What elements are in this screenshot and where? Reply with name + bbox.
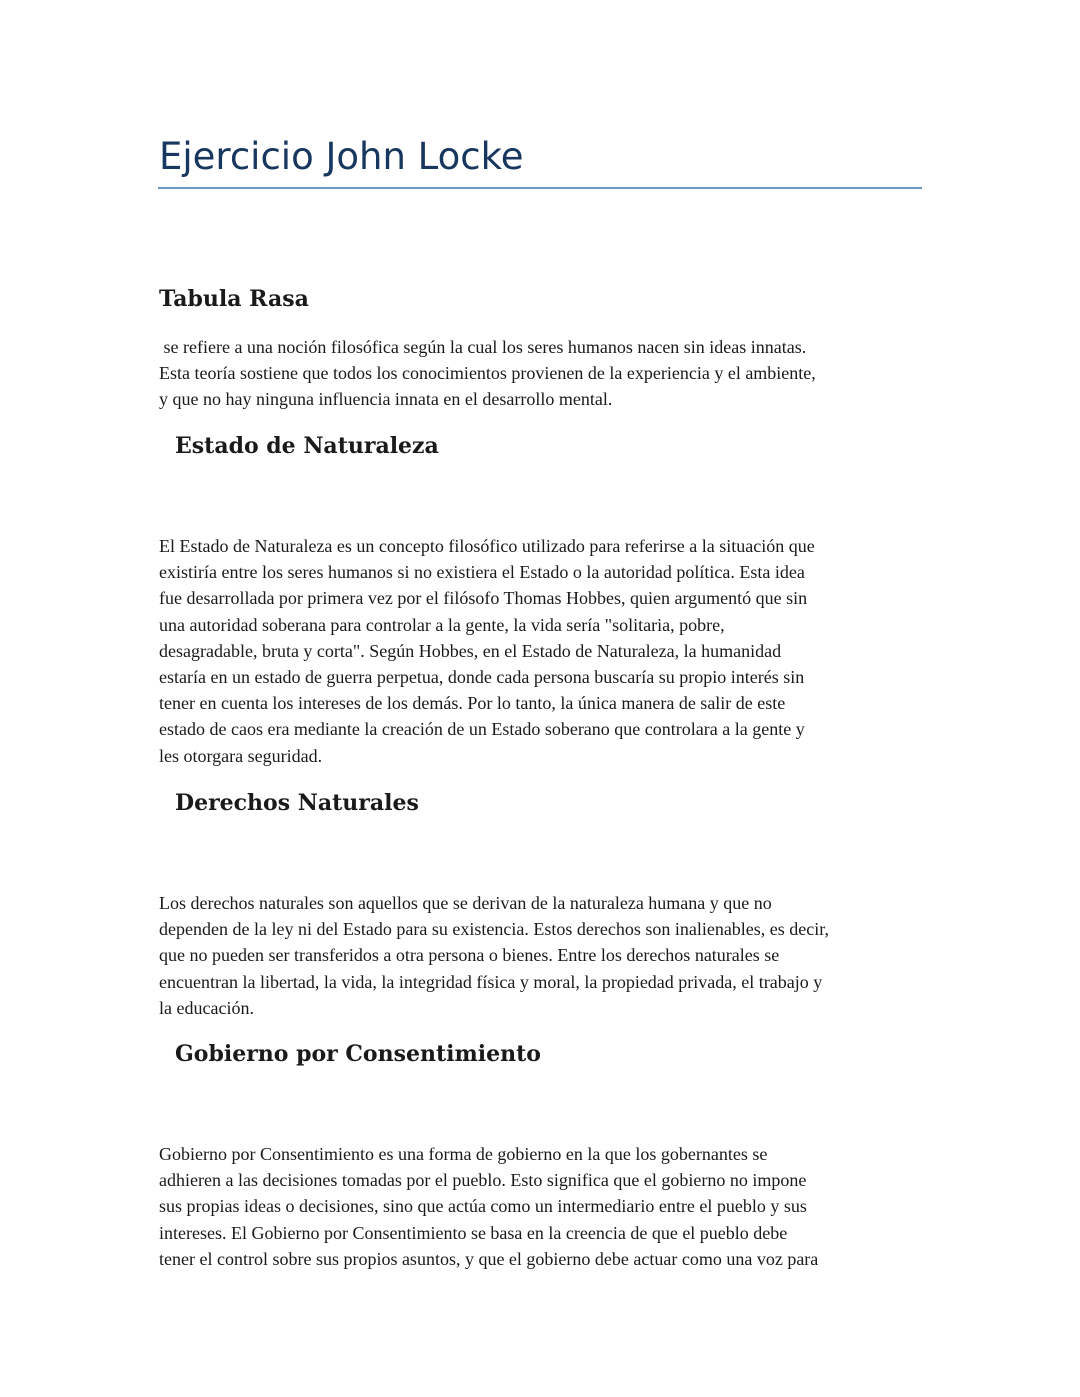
text-line: tener en cuenta los intereses de los demás. Por lo tanto, la única manera de salir de este [159, 693, 786, 714]
text-line: estaría en un estado de guerra perpetua, donde cada persona buscaría su propio interés sin [159, 667, 805, 688]
text-line: que no pueden ser transferidos a otra persona o bienes. Entre los derechos naturales se [159, 945, 780, 966]
text-line: una autoridad soberana para controlar a la gente, la vida sería "solitaria, pobre, [159, 614, 725, 635]
text-line: dependen de la ley ni del Estado para su existencia. Estos derechos son inalienables, es decir, [159, 919, 830, 940]
text-line: Los derechos naturales son aquellos que se derivan de la naturaleza humana y que no [159, 893, 772, 913]
section-heading-derechos-naturales: Derechos Naturales [175, 790, 419, 816]
text-line: adhieren a las decisiones tomadas por el pueblo. Esto significa que el gobierno no impone [159, 1170, 807, 1191]
title-underline [158, 187, 922, 189]
page-title: Ejercicio John Locke [159, 135, 524, 178]
text-line: se refiere a una noción filosófica según la cual los seres humanos nacen sin ideas innatas. [159, 337, 807, 357]
section-body-tabula-rasa [159, 334, 929, 413]
text-line: existiría entre los seres humanos si no existiera el Estado o la autoridad política. Esta idea [159, 562, 805, 583]
text-line: y que no hay ninguna influencia innata en el desarrollo mental. [159, 389, 613, 410]
text-line: les otorgara seguridad. [159, 745, 323, 766]
section-body-estado-de-naturaleza [159, 533, 929, 769]
section-heading-tabula-rasa: Tabula Rasa [159, 286, 309, 312]
text-line: sus propias ideas o decisiones, sino que actúa como un intermediario entre el pueblo y sus [159, 1196, 807, 1217]
text-line: desagradable, bruta y corta". Según Hobbes, en el Estado de Naturaleza, la humanidad [159, 640, 782, 661]
text-line: El Estado de Naturaleza es un concepto filosófico utilizado para referirse a la situación que [159, 536, 815, 556]
section-heading-gobierno-por-consentimiento: Gobierno por Consentimiento [175, 1041, 541, 1067]
section-heading-estado-de-naturaleza: Estado de Naturaleza [175, 433, 439, 459]
section-body-derechos-naturales [159, 890, 929, 1021]
text-line: encuentran la libertad, la vida, la integridad física y moral, la propiedad privada, el trabajo y [159, 971, 823, 992]
section-body-gobierno-por-consentimiento [159, 1141, 929, 1272]
text-line: Esta teoría sostiene que todos los conocimientos provienen de la experiencia y el ambiente, [159, 363, 816, 384]
text-line: la educación. [159, 997, 254, 1018]
text-line: tener el control sobre sus propios asuntos, y que el gobierno debe actuar como una voz para [159, 1248, 819, 1269]
text-line: intereses. El Gobierno por Consentimiento se basa en la creencia de que el pueblo debe [159, 1222, 788, 1243]
text-line: estado de caos era mediante la creación de un Estado soberano que controlara a la gente y [159, 719, 805, 740]
text-line: fue desarrollada por primera vez por el filósofo Thomas Hobbes, quien argumentó que sin [159, 588, 808, 609]
text-line: Gobierno por Consentimiento es una forma de gobierno en la que los gobernantes se [159, 1144, 768, 1164]
